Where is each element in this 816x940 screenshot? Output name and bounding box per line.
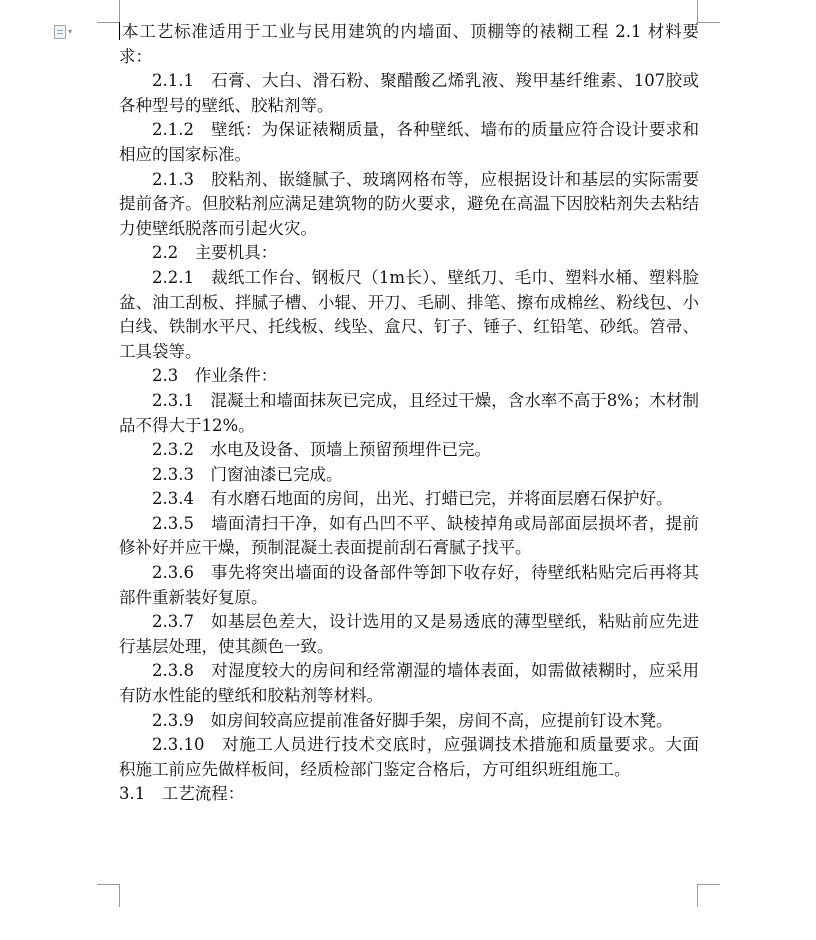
paragraph-text: 2.3.7 如基层色差大，设计选用的又是易透底的薄型壁纸，粘贴前应先进行基层处理，使其颜色一致。 bbox=[119, 612, 699, 656]
paragraph bbox=[119, 561, 699, 610]
margin-mark-top-right bbox=[697, 0, 720, 23]
paragraph-text: 2.3.10 对施工人员进行技术交底时，应强调技术措施和质量要求。大面积施工前应先做样板间，经质检部门鉴定合格后，方可组织班组施工。 bbox=[119, 735, 699, 779]
paragraph-text: 2.3.8 对湿度较大的房间和经常潮湿的墙体表面，如需做裱糊时，应采用有防水性能的壁纸和胶粘剂等材料。 bbox=[119, 661, 699, 706]
paragraph bbox=[119, 487, 699, 512]
paragraph bbox=[119, 266, 699, 364]
paragraph bbox=[119, 709, 699, 734]
paragraph bbox=[119, 659, 699, 708]
document-body[interactable] bbox=[119, 20, 699, 807]
page-glyph bbox=[54, 25, 66, 39]
paragraph bbox=[119, 389, 699, 438]
paragraph-text: 3.1 工艺流程： bbox=[119, 784, 245, 804]
margin-mark-top-left bbox=[97, 0, 120, 23]
margin-mark-bottom-left bbox=[97, 884, 120, 907]
paragraph bbox=[119, 69, 699, 118]
margin-mark-bottom-right bbox=[697, 884, 720, 907]
paragraph-text: 2.1.1 石膏、大白、滑石粉、聚醋酸乙烯乳液、羧甲基纤维素、107胶或各种型号的壁纸、胶粘剂等。 bbox=[119, 71, 699, 115]
paragraph bbox=[119, 610, 699, 659]
paragraph bbox=[119, 20, 699, 69]
paragraph bbox=[119, 241, 699, 266]
paragraph-text: 2.1.2 壁纸：为保证裱糊质量，各种壁纸、墙布的质量应符合设计要求和相应的国家标准。 bbox=[119, 120, 699, 164]
paragraph bbox=[119, 118, 699, 167]
paragraph-text: 2.3.3 门窗油漆已完成。 bbox=[152, 464, 343, 484]
paragraph bbox=[119, 438, 699, 463]
paragraph-text: 2.3.4 有水磨石地面的房间，出光、打蜡已完，并将面层磨石保护好。 bbox=[152, 489, 673, 509]
document-icon[interactable] bbox=[54, 25, 82, 39]
paragraph bbox=[119, 463, 699, 488]
paragraph-text: 本工艺标准适用于工业与民用建筑的内墙面、顶棚等的裱糊工程 2.1 材料要求： bbox=[119, 22, 699, 66]
paragraph-text: 2.3.5 墙面清扫干净，如有凸凹不平、缺棱掉角或局部面层损坏者，提前修补好并应干燥，预制混凝土表面提前刮石膏腻子找平。 bbox=[119, 513, 699, 558]
paragraph bbox=[119, 364, 699, 389]
text-cursor bbox=[119, 22, 120, 40]
paragraph-text: 2.2.1 裁纸工作台、钢板尺（1m长）、壁纸刀、毛巾、塑料水桶、塑料脸盆、油工刮板、拌腻子槽、小辊、开刀、毛刷、排笔、擦布成棉丝、粉线包、小白线、铁制水平尺、托线板、线坠、盒尺、钉子、锤子、红铅笔、砂纸。笤帚、工具袋等。 bbox=[119, 267, 699, 361]
paragraph-text: 2.3.9 如房间较高应提前准备好脚手架，房间不高，应提前钉设木凳。 bbox=[152, 710, 673, 730]
paragraph-text: 2.2 主要机具： bbox=[152, 243, 278, 263]
paragraph-text: 2.3 作业条件： bbox=[152, 366, 278, 386]
paragraph-text: 2.3.2 水电及设备、顶墙上预留预埋件已完。 bbox=[152, 440, 491, 460]
paragraph-text: 2.1.3 胶粘剂、嵌缝腻子、玻璃网格布等，应根据设计和基层的实际需要提前备齐。但胶粘剂应满足建筑物的防火要求，避免在高温下因胶粘剂失去粘结力使壁纸脱落而引起火灾。 bbox=[119, 169, 699, 238]
paragraph-text: 2.3.1 混凝土和墙面抹灰已完成，且经过干燥，含水率不高于8%；木材制品不得大于12%。 bbox=[119, 390, 699, 435]
paragraph bbox=[119, 512, 699, 561]
paragraph bbox=[119, 782, 699, 807]
paragraph-text: 2.3.6 事先将突出墙面的设备部件等卸下收存好，待壁纸粘贴完后再将其部件重新装好复原。 bbox=[119, 563, 699, 607]
paragraph bbox=[119, 168, 699, 242]
paragraph bbox=[119, 733, 699, 782]
chevron-down-icon: ▾ bbox=[68, 27, 73, 36]
